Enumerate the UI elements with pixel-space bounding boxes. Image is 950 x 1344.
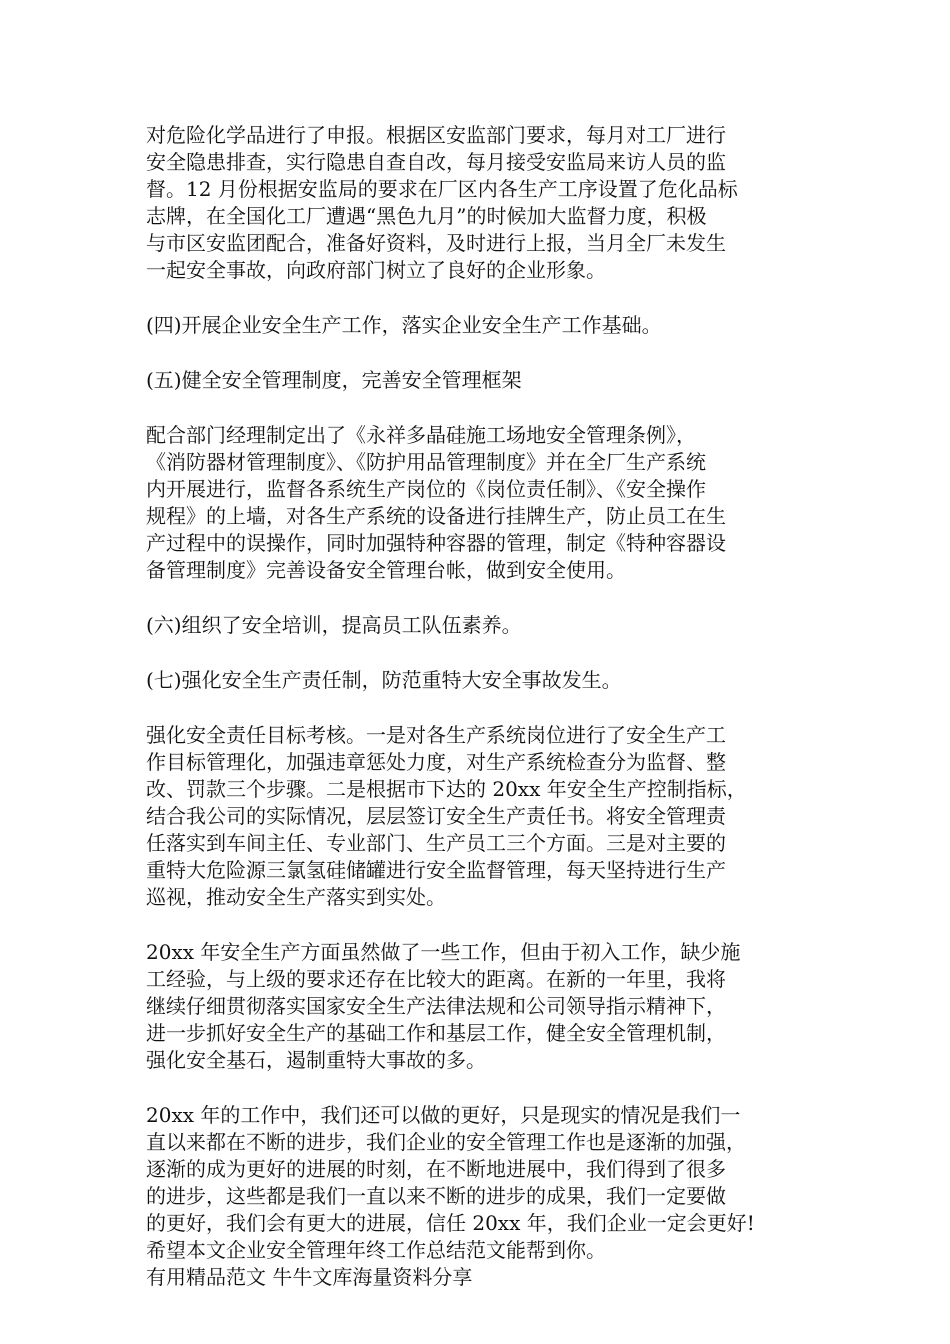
paragraph-gap xyxy=(146,911,806,939)
paragraph-closing: 20xx 年的工作中，我们还可以做的更好，只是现实的情况是我们一 直以来都在不断的进步，我们企业的安全管理工作也是逐渐的加强， 逐渐的成为更好的进展的时刻，在不断地进展中，我们得到了很多 的进步，这些都是我们一直以来不断的进步的成果，我们一定要做 的更好，我们会有更大的进展，信任 20xx 年，我们企业一定会更好! 希望本文企业安全管理年终工作总结范文能帮到你。 有用精品范文 牛牛文库海量资料分享 xyxy=(146,1103,755,1289)
heading-section-4: (四)开展企业安全生产工作，落实企业安全生产工作基础。 xyxy=(146,313,662,337)
paragraph-gap xyxy=(146,1074,806,1102)
paragraph-gap xyxy=(146,284,806,312)
paragraph-management-rules: 配合部门经理制定出了《永祥多晶硅施工场地安全管理条例》， 《消防器材管理制度》、《防护用品管理制度》并在全厂生产系统 内开展进行，监督各系统生产岗位的《岗位责任制》、《安全操作 规程》的上墙，对各生产系统的设备进行挂牌生产，防止员工在生 产过程中的误操作，同时加强特种容器的管理，制定《特种容器设 备管理制度》完善设备安全管理台帐，做到安全使用。 xyxy=(146,423,726,582)
paragraph-gap xyxy=(146,639,806,667)
paragraph-gap xyxy=(146,394,806,422)
document-page xyxy=(146,122,806,1291)
paragraph-hazard-report: 对危险化学品进行了申报。根据区安监部门要求，每月对工厂进行 安全隐患排查，实行隐患自查自改，每月接受安监局来访人员的监 督。12 月份根据安监局的要求在厂区内各生产工序设置了危化品标 志牌，在全国化工厂遭遇“黑色九月”的时候加大监督力度，积极 与市区安监团配合，准备好资料，及时进行上报，当月全厂未发生 一起安全事故，向政府部门树立了良好的企业形象。 xyxy=(146,123,738,282)
paragraph-gap xyxy=(146,694,806,722)
paragraph-responsibility: 强化安全责任目标考核。一是对各生产系统岗位进行了安全生产工 作目标管理化，加强违章惩处力度，对生产系统检查分为监督、整 改、罚款三个步骤。二是根据市下达的 20xx 年安全生产控制指标， 结合我公司的实际情况，层层签订安全生产责任书。将安全管理责 任落实到车间主任、专业部门、生产员工三个方面。三是对主要的 重特大危险源三氯氢硅储罐进行安全监督管理，每天坚持进行生产 巡视，推动安全生产落实到实处。 xyxy=(146,723,747,909)
paragraph-summary: 20xx 年安全生产方面虽然做了一些工作，但由于初入工作，缺少施 工经验，与上级的要求还存在比较大的距离。在新的一年里，我将 继续仔细贯彻落实国家安全生产法律法规和公司领导指示精神下， 进一步抓好安全生产的基础工作和基层工作，健全安全管理机制， 强化安全基石，遏制重特大事故的多。 xyxy=(146,940,741,1072)
paragraph-gap xyxy=(146,584,806,612)
heading-section-6: (六)组织了安全培训，提高员工队伍素养。 xyxy=(146,613,522,637)
heading-section-5: (五)健全安全管理制度，完善安全管理框架 xyxy=(146,368,522,392)
heading-section-7: (七)强化安全生产责任制，防范重特大安全事故发生。 xyxy=(146,668,622,692)
paragraph-gap xyxy=(146,339,806,367)
